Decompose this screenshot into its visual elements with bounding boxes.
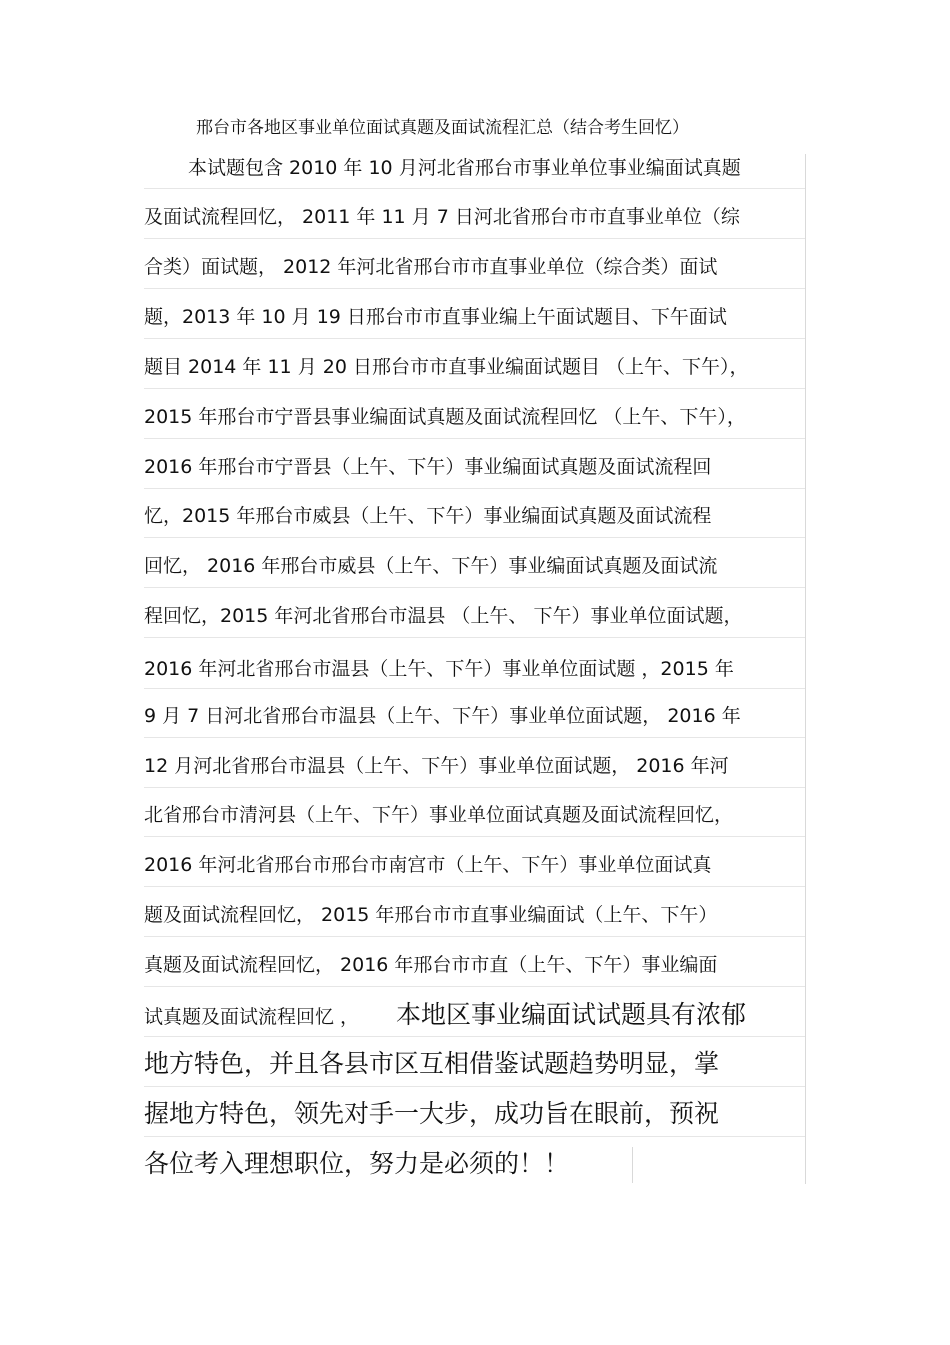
line-separator <box>144 238 806 239</box>
paragraph-line-1: 本试题包含 2010 年 10 月河北省邢台市事业单位事业编面试真题 <box>188 157 741 179</box>
paragraph-line-8: 忆，2015 年邢台市威县（上午、下午）事业编面试真题及面试流程 <box>144 505 712 527</box>
document-title: 邢台市各地区事业单位面试真题及面试流程汇总（结合考生回忆） <box>196 118 689 138</box>
line-separator <box>144 737 806 738</box>
paragraph-line-17: 真题及面试流程回忆， 2016 年邢台市市直（上午、下午）事业编面 <box>144 954 718 976</box>
emphasis-line-3: 各位考入理想职位，努力是必须的！！ <box>144 1149 570 1178</box>
paragraph-line-2: 及面试流程回忆， 2011 年 11 月 7 日河北省邢台市市直事业单位（综 <box>144 206 740 228</box>
paragraph-line-10: 程回忆，2015 年河北省邢台市温县 （上午、 下午）事业单位面试题， <box>144 605 743 627</box>
line-separator <box>144 1086 806 1087</box>
line-separator <box>144 886 806 887</box>
line-separator <box>144 1036 806 1037</box>
line-separator <box>144 488 806 489</box>
paragraph-line-16: 题及面试流程回忆， 2015 年邢台市市直事业编面试（上午、下午） <box>144 904 718 926</box>
paragraph-line-9: 回忆， 2016 年邢台市威县（上午、下午）事业编面试真题及面试流 <box>144 555 718 577</box>
line-separator <box>144 836 806 837</box>
line-separator <box>144 188 806 189</box>
line-separator <box>144 1136 806 1137</box>
line-separator <box>144 688 806 689</box>
emphasis-line-2: 握地方特色，领先对手一大步，成功旨在眼前，预祝 <box>144 1099 720 1128</box>
right-margin-rule <box>805 154 806 1184</box>
paragraph-line-14: 北省邢台市清河县（上午、下午）事业单位面试真题及面试流程回忆， <box>144 804 734 826</box>
last-line-end-rule <box>632 1147 633 1183</box>
line-separator <box>144 537 806 538</box>
paragraph-line-7: 2016 年邢台市宁晋县（上午、下午）事业编面试真题及面试流程回 <box>144 456 712 478</box>
line-separator <box>144 587 806 588</box>
paragraph-line-3: 合类）面试题， 2012 年河北省邢台市市直事业单位（综合类）面试 <box>144 256 718 278</box>
paragraph-line-15: 2016 年河北省邢台市邢台市南宫市（上午、下午）事业单位面试真 <box>144 854 712 876</box>
line-separator <box>144 338 806 339</box>
line-separator <box>144 288 806 289</box>
paragraph-line-13: 12 月河北省邢台市温县（上午、下午）事业单位面试题， 2016 年河 <box>144 755 729 777</box>
line-separator <box>144 986 806 987</box>
line-separator <box>144 936 806 937</box>
line-separator <box>144 438 806 439</box>
emphasis-line-1: 地方特色，并且各县市区互相借鉴试题趋势明显，掌 <box>144 1049 720 1078</box>
line-separator <box>144 637 806 638</box>
line-separator <box>144 787 806 788</box>
paragraph-line-11: 2016 年河北省邢台市温县（上午、下午）事业单位面试题 ，2015 年 <box>144 658 734 680</box>
line-separator <box>144 388 806 389</box>
paragraph-line-18: 试真题及面试流程回忆 ， <box>144 1006 360 1028</box>
paragraph-line-18-emphasis: 本地区事业编面试试题具有浓郁 <box>396 1000 747 1029</box>
paragraph-line-12: 9 月 7 日河北省邢台市温县（上午、下午）事业单位面试题， 2016 年 <box>144 705 741 727</box>
paragraph-line-5: 题目 2014 年 11 月 20 日邢台市市直事业编面试题目 （上午、下午）， <box>144 356 749 378</box>
paragraph-line-6: 2015 年邢台市宁晋县事业编面试真题及面试流程回忆 （上午、下午）， <box>144 406 746 428</box>
paragraph-line-4: 题，2013 年 10 月 19 日邢台市市直事业编上午面试题目、下午面试 <box>144 306 727 328</box>
